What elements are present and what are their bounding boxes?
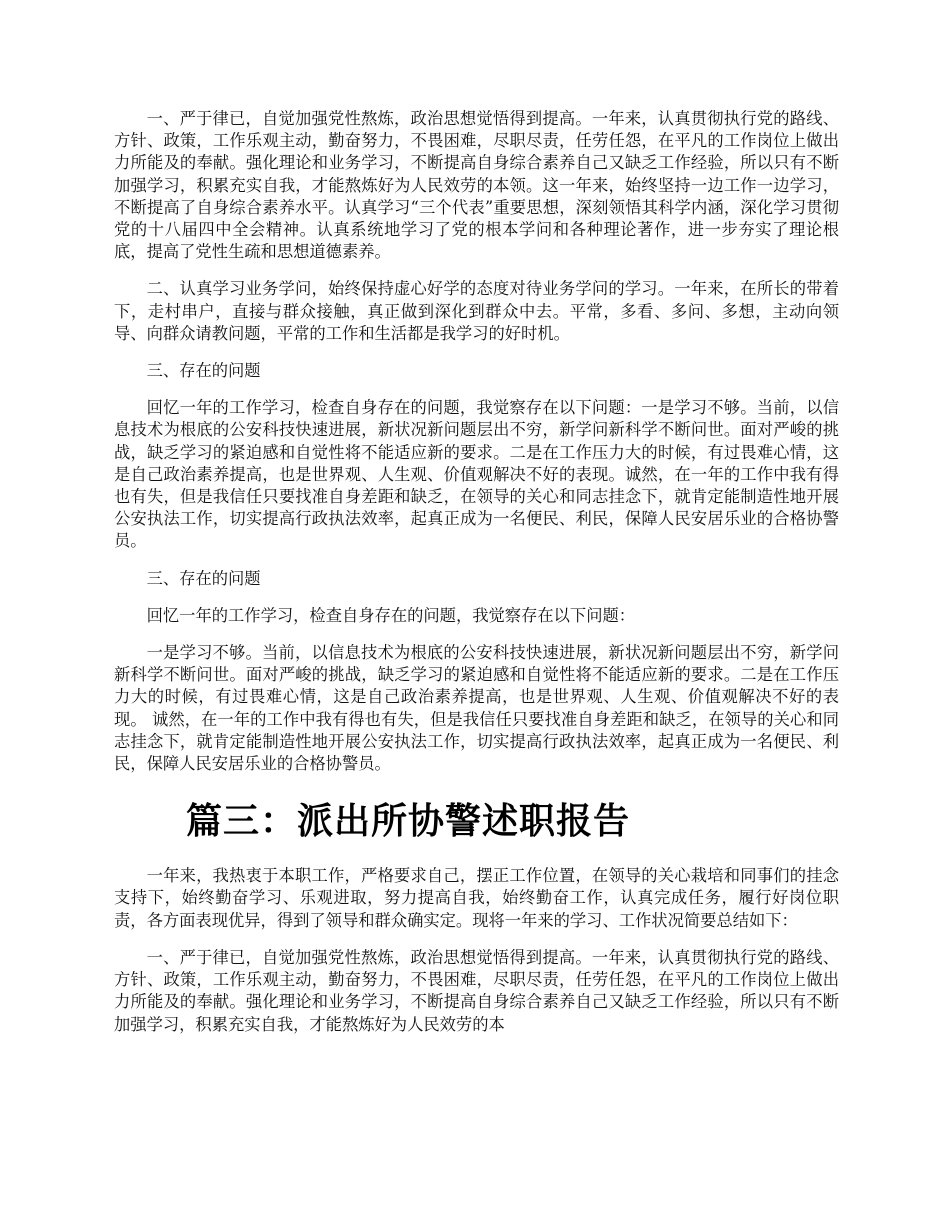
- document-page: [114, 108, 839, 1051]
- paragraph-discipline: 一、严于律已，自觉加强党性熬炼，政治思想觉悟得到提高。一年来，认真贯彻执行党的路线、方针、政策，工作乐观主动，勤奋努力，不畏困难，尽职尽责，任劳任怨，在平凡的工作岗位上做出力所能及的奉献。强化理论和业务学习，不断提高自身综合素养自己又缺乏工作经验，所以只有不断加强学习，积累充实自我，才能熬炼好为人民效劳的本领。这一年来，始终坚持一边工作一边学习，不断提高了自身综合素养水平。认真学习“三个代表”重要思想，深刻领悟其科学内涵，深化学习贯彻党的十八届四中全会精神。认真系统地学习了党的根本学问和各种理论著作，进一步夯实了理论根底，提高了党性生疏和思想道德素养。: [114, 109, 839, 262]
- paragraph-intro: 一年来，我热衷于本职工作，严格要求自己，摆正工作位置，在领导的关心栽培和同事们的挂念支持下，始终勤奋学习、乐观进取，努力提高自我，始终勤奋工作，认真完成任务，履行好岗位职责，各方面表现优异，得到了领导和群众确实定。现将一年来的学习、工作状况简要总结如下：: [114, 866, 839, 930]
- section-heading: 篇三：派出所协警述职报告: [186, 800, 631, 843]
- paragraph-business-study: 二、认真学习业务学问，始终保持虚心好学的态度对待业务学问的学习。一年来，在所长的带着下，走村串户，直接与群众接触，真正做到深化到群众中去。平常，多看、多问、多想，主动向领导、向群众请教问题，平常的工作和生活都是我学习的好时机。: [114, 279, 839, 343]
- paragraph-problems-heading-repeat: 三、存在的问题: [146, 568, 261, 588]
- paragraph-review: 回忆一年的工作学习，检查自身存在的问题，我觉察存在以下问题：一是学习不够。当前，以信息技术为根底的公安科技快速进展，新状况新问题层出不穷，新学问新科学不断问世。面对严峻的挑战，缺乏学习的紧迫感和自觉性将不能适应新的要求。二是在工作压力大的时候，有过畏难心情，这是自己政治素养提高，也是世界观、人生观、价值观解决不好的表现。诚然，在一年的工作中我有得也有失，但是我信任只要找准自身差距和缺乏，在领导的关心和同志挂念下，就肯定能制造性地开展公安执法工作，切实提高行政执法效率，起真正成为一名便民、利民，保障人民安居乐业的合格协警员。: [114, 398, 839, 551]
- paragraph-problems-heading: 三、存在的问题: [146, 361, 261, 381]
- paragraph-discipline-repeat: 一、严于律已，自觉加强党性熬炼，政治思想觉悟得到提高。一年来，认真贯彻执行党的路线、方针、政策，工作乐观主动，勤奋努力，不畏困难，尽职尽责，任劳任怨，在平凡的工作岗位上做出力所能及的奉献。强化理论和业务学习，不断提高自身综合素养自己又缺乏工作经验，所以只有不断加强学习，积累充实自我，才能熬炼好为人民效劳的本: [114, 947, 839, 1034]
- paragraph-review-intro: 回忆一年的工作学习，检查自身存在的问题，我觉察存在以下问题：: [146, 605, 636, 625]
- paragraph-problems-detail: 一是学习不够。当前，以信息技术为根底的公安科技快速进展，新状况新问题层出不穷，新学问新科学不断问世。面对严峻的挑战，缺乏学习的紧迫感和自觉性将不能适应新的要求。二是在工作压力大的时候，有过畏难心情，这是自己政治素养提高，也是世界观、人生观、价值观解决不好的表现。 诚然，在一年的工作中我有得也有失，但是我信任只要找准自身差距和缺乏，在领导的关心和同志挂念下，就肯定能制造性地开展公安执法工作，切实提高行政执法效率，起真正成为一名便民、利民，保障人民安居乐业的合格协警员。: [114, 643, 839, 774]
